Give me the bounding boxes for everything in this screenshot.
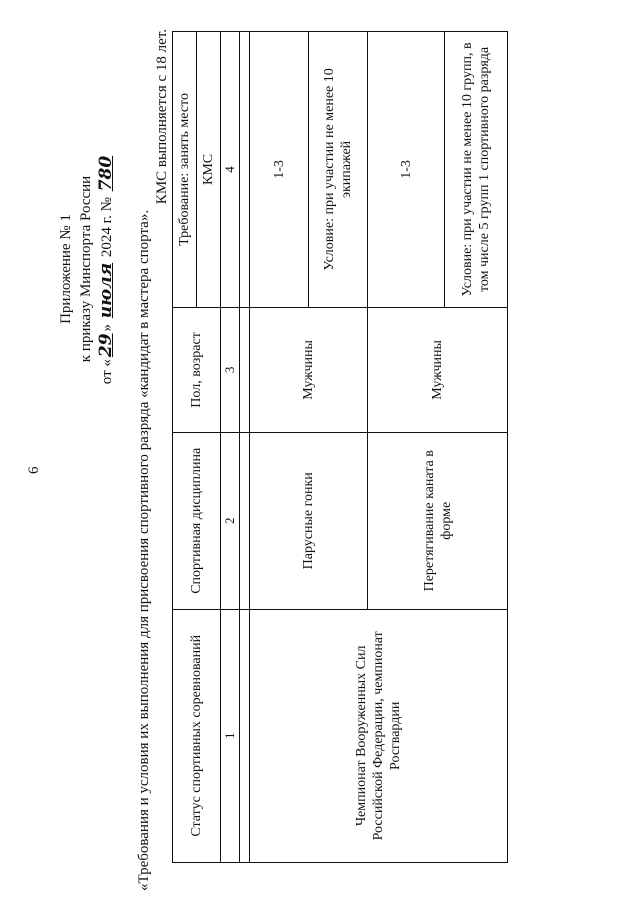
gender-cell-1: Мужчины: [250, 307, 368, 432]
discipline-cell-2: Перетягивание каната в форме: [368, 432, 508, 609]
place-cell-1: 1-3: [250, 32, 309, 308]
discipline-cell-1: Парусные гонки: [250, 432, 368, 609]
document-title: «Требования и условия их выполнения для присвоения спортивного разряда «кандидат в мастера спорта».: [136, 209, 152, 891]
appendix-title: Приложение № 1: [58, 214, 74, 324]
header-gender-age: Пол, возраст: [173, 307, 221, 432]
column-number-4: 4: [221, 32, 240, 308]
appendix-order-ref: к приказу Минспорта России: [78, 175, 94, 363]
date-day-handwritten: 29: [96, 333, 116, 358]
place-cell-2: 1-3: [368, 32, 445, 308]
column-number-row: [221, 32, 240, 863]
column-number-3: 3: [221, 307, 240, 432]
requirements-table: [172, 31, 508, 863]
gender-cell-2: Мужчины: [368, 307, 508, 432]
date-prefix: от «: [99, 359, 115, 385]
table-header-row: [173, 32, 197, 863]
appendix-date-line: [96, 139, 117, 399]
header-kms: КМС: [197, 32, 221, 308]
appendix-header: [56, 139, 117, 399]
order-number-handwritten: 780: [96, 155, 116, 192]
table-row: [250, 32, 309, 863]
header-status: Статус спортивных соревнований: [173, 609, 221, 862]
header-requirement: Требование: занять место: [173, 32, 197, 308]
condition-cell-1: Условие: при участии не менее 10 экипажей: [309, 32, 368, 308]
column-number-2: 2: [221, 432, 240, 609]
header-discipline: Спортивная дисциплина: [173, 432, 221, 609]
date-year: 2024 г. №: [99, 197, 115, 258]
separator-row: [240, 32, 250, 863]
column-number-1: 1: [221, 609, 240, 862]
status-cell: Чемпионат Вооруженных Сил Российской Федерации, чемпионат Росгвардии: [250, 609, 508, 862]
date-month-handwritten: июля: [96, 262, 116, 319]
condition-cell-2: Условие: при участии не менее 10 групп, в том числе 5 групп 1 спортивного разряда: [445, 32, 508, 308]
page-number: 6: [26, 466, 42, 474]
kms-age-note: КМС выполняется с 18 лет.: [154, 29, 170, 205]
date-mid: »: [99, 323, 115, 332]
